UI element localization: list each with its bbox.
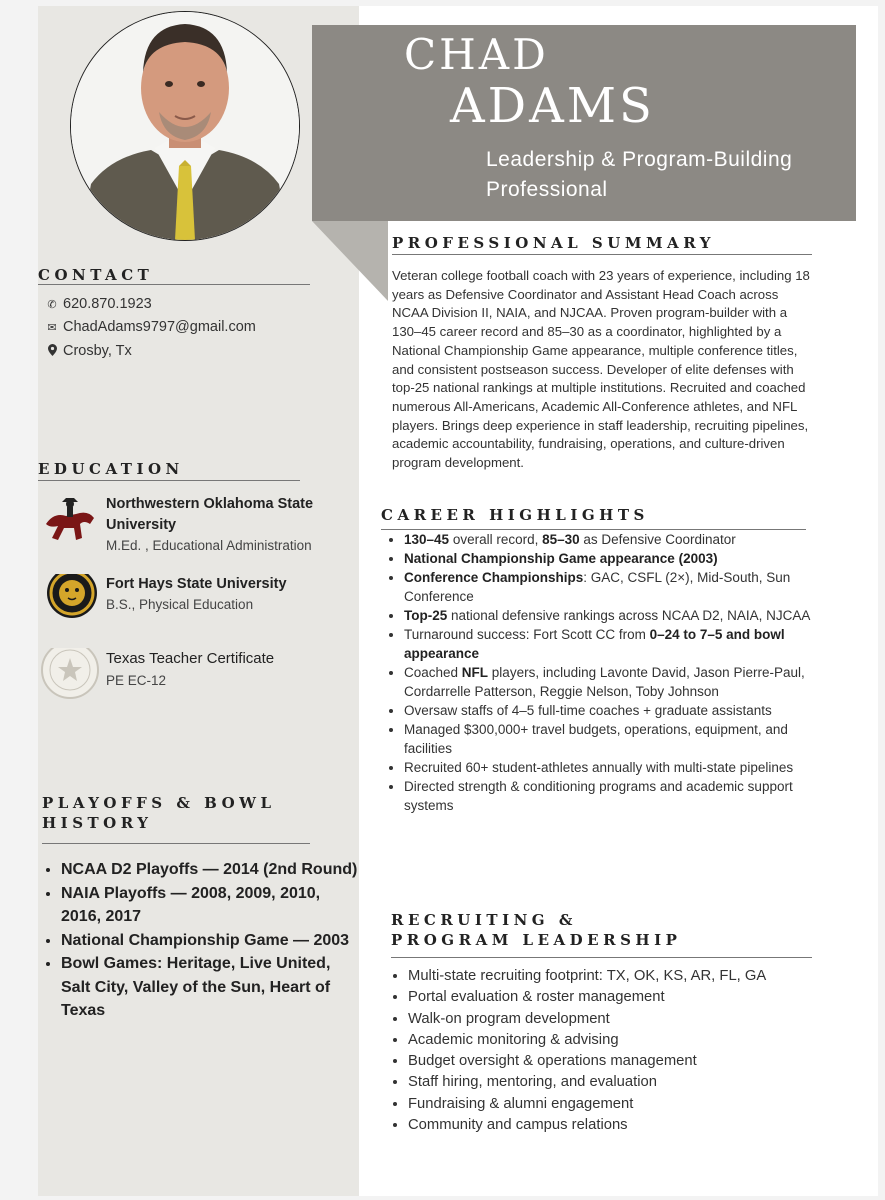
- degree-text: B.S., Physical Education: [106, 597, 254, 612]
- ranger-logo-icon: [40, 494, 100, 548]
- contact-heading: CONTACT: [38, 266, 154, 284]
- playoffs-heading: PLAYOFFS & BOWL HISTORY: [42, 794, 276, 832]
- list-item: • Recruited 60+ student-athletes annually with multi-state pipelines: [404, 758, 819, 777]
- summary-text: Veteran college football coach with 23 years of experience, including 18 years as Defensive Coordinator and Assistant Head Coach across NCAA Division II, NAIA, and NJCAA. Proven program-builder with a 130–45 career record and 85–30 as a coordinator, highlighted by a National Championship Game appearance, multiple conference titles, and consistent postseason success. Developer of elite defenses with top-25 national rankings at multiple institutions. Recruited and coached numerous All-Americans, Academic All-Conference athletes, and NFL players. Brings deep experience in staff leadership, recruiting pipelines, academic accountability, fundraising, operations, and culture-driven program development.: [392, 268, 810, 471]
- recruiting-list: [389, 966, 828, 1136]
- playoffs-divider: [42, 843, 310, 844]
- list-item: • National Championship Game — 2003: [61, 929, 361, 953]
- contact-divider: [38, 284, 310, 285]
- list-item: • Oversaw staffs of 4–5 full-time coaches + graduate assistants: [404, 701, 819, 720]
- contact-phone[interactable]: [46, 296, 152, 312]
- education-divider: [38, 480, 300, 481]
- highlights-list: [386, 530, 819, 815]
- list-item: • Coached NFL players, including Lavonte David, Jason Pierre-Paul, Cordarrelle Patterson, Reggie Nelson, Toby Johnson: [404, 663, 819, 701]
- list-item: • Conference Championships: GAC, CSFL (2×), Mid-South, Sun Conference: [404, 568, 819, 606]
- list-item: • Multi-state recruiting footprint: TX, OK, KS, AR, FL, GA: [408, 966, 828, 987]
- recruiting-heading: RECRUITING & PROGRAM LEADERSHIP: [391, 911, 682, 949]
- list-item: • Top-25 national defensive rankings across NCAA D2, NAIA, NJCAA: [404, 606, 819, 625]
- phone-icon: ✆: [47, 298, 57, 311]
- highlights-heading: CAREER HIGHLIGHTS: [381, 506, 649, 524]
- playoffs-list: [42, 858, 361, 1023]
- contact-email[interactable]: [46, 319, 256, 335]
- certificate-detail: PE EC-12: [106, 673, 167, 688]
- list-item: • Community and campus relations: [408, 1115, 828, 1136]
- texas-seal-icon: [40, 648, 100, 702]
- school-name: Fort Hays State University: [106, 576, 287, 592]
- first-name: CHAD: [404, 30, 549, 79]
- list-item: • Managed $300,000+ travel budgets, operations, equipment, and facilities: [404, 720, 819, 758]
- degree-text: M.Ed. , Educational Administration: [106, 538, 312, 553]
- list-item: • 130–45 overall record, 85–30 as Defensive Coordinator: [404, 530, 819, 549]
- last-name: ADAMS: [450, 78, 655, 134]
- list-item: • NAIA Playoffs — 2008, 2009, 2010, 2016, 2017: [61, 882, 361, 929]
- school-name: Northwestern Oklahoma State University: [106, 496, 314, 533]
- mail-icon: ✉: [47, 321, 57, 334]
- list-item: • National Championship Game appearance (2003): [404, 549, 819, 568]
- list-item: • NCAA D2 Playoffs — 2014 (2nd Round): [61, 858, 361, 882]
- profile-photo: [70, 11, 300, 241]
- list-item: • Directed strength & conditioning programs and academic support systems: [404, 777, 819, 815]
- professional-tagline: Leadership & Program-Building Professional: [486, 148, 793, 201]
- education-heading: EDUCATION: [38, 460, 184, 478]
- person-portrait-icon: [71, 12, 299, 240]
- list-item: • Budget oversight & operations management: [408, 1051, 828, 1072]
- list-item: • Academic monitoring & advising: [408, 1030, 828, 1051]
- list-item: • Staff hiring, mentoring, and evaluation: [408, 1072, 828, 1093]
- tiger-seal-icon: [40, 574, 100, 628]
- list-item: • Turnaround success: Fort Scott CC from 0–24 to 7–5 and bowl appearance: [404, 625, 819, 663]
- email-text: ChadAdams9797@gmail.com: [63, 319, 256, 335]
- location-pin-icon: [46, 344, 58, 359]
- contact-location: [46, 343, 132, 359]
- recruiting-divider: [391, 957, 812, 958]
- certificate-name: Texas Teacher Certificate: [106, 650, 275, 667]
- summary-heading: PROFESSIONAL SUMMARY: [392, 234, 715, 252]
- list-item: • Portal evaluation & roster management: [408, 987, 828, 1008]
- list-item: • Bowl Games: Heritage, Live United, Salt City, Valley of the Sun, Heart of Texas: [61, 952, 361, 1023]
- location-text: Crosby, Tx: [63, 343, 132, 359]
- list-item: • Walk-on program development: [408, 1009, 828, 1030]
- phone-text: 620.870.1923: [63, 296, 152, 312]
- summary-divider: [392, 254, 812, 255]
- list-item: • Fundraising & alumni engagement: [408, 1094, 828, 1115]
- banner-fold-icon: [312, 221, 388, 301]
